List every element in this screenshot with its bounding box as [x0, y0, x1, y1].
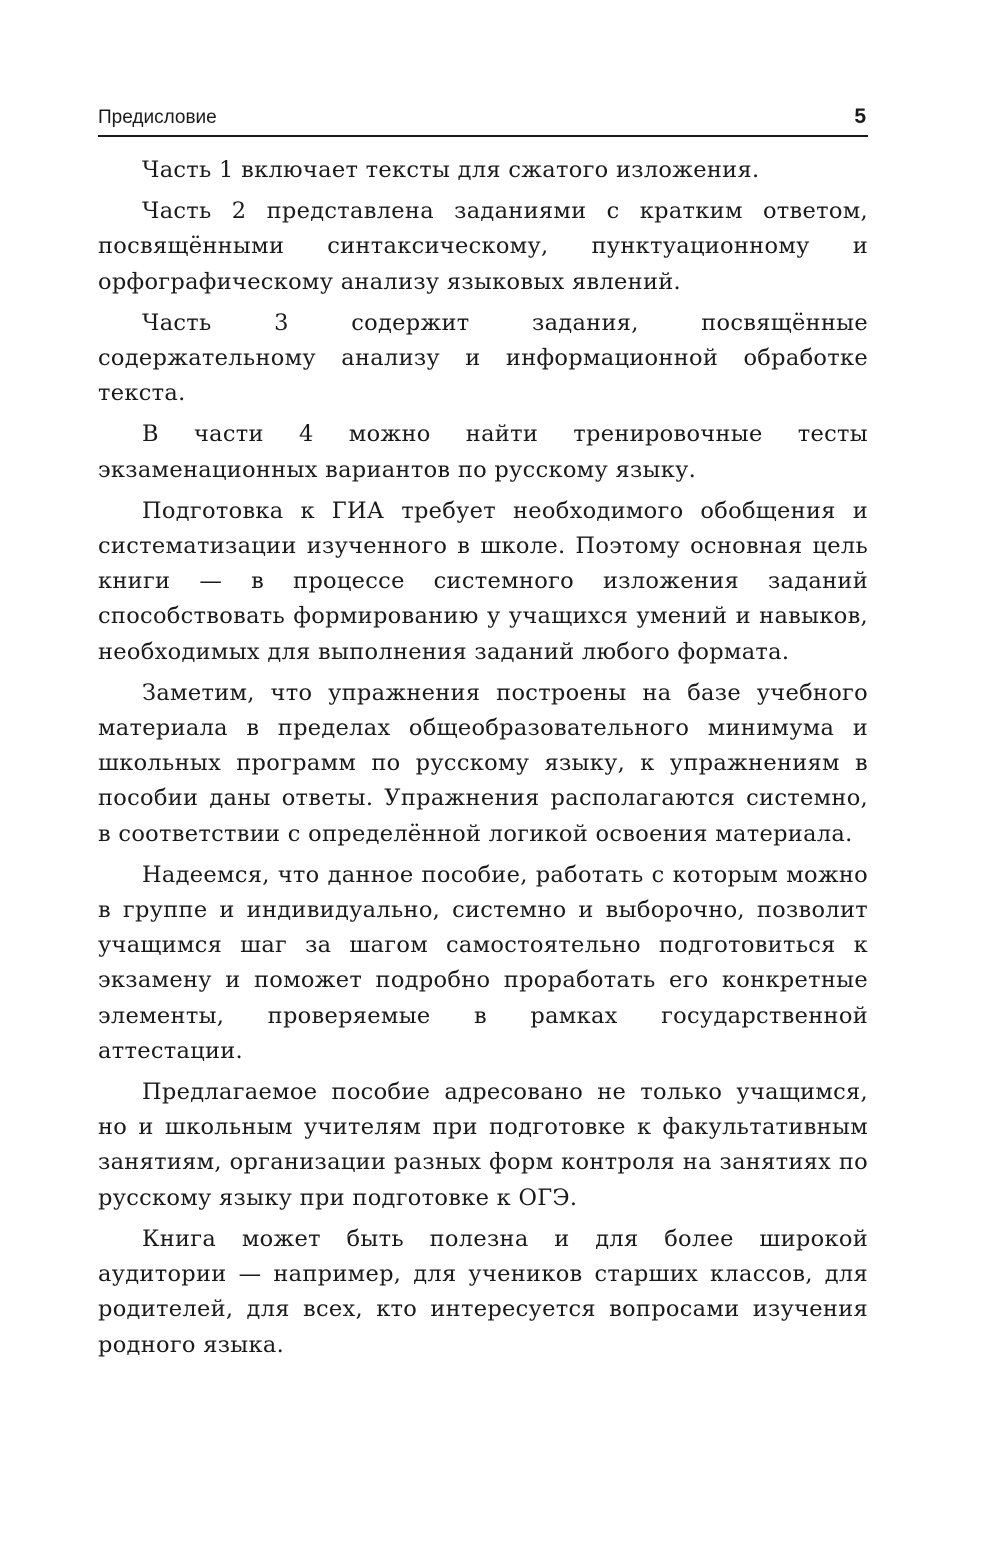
paragraph-part-1: Часть 1 включает тексты для сжатого изложения. [142, 157, 760, 183]
paragraph-preparation: Подготовка к ГИА требует необходимого обобщения и систематизации изученного в школе. Поэтому основная цель книги — в процессе системного изложения заданий способствовать формированию у учащихся умений и навыков, необходимых для выполнения заданий любого формата. [98, 497, 868, 665]
running-head [98, 105, 868, 137]
body-text [98, 153, 868, 1369]
paragraph-part-4: В части 4 можно найти тренировочные тесты экзаменационных вариантов по русскому языку. [98, 421, 868, 483]
page-number: 5 [854, 105, 866, 128]
paragraph-part-3: Часть 3 содержит задания, посвящённые содержательному анализу и информационной обработке текста. [98, 309, 868, 407]
section-title: Предисловие [98, 107, 217, 128]
paragraph-part-2: Часть 2 представлена заданиями с кратким ответом, посвящёнными синтаксическому, пунктуационному и орфографическому анализу языковых явлений. [98, 198, 868, 295]
paragraph-hope: Надеемся, что данное пособие, работать с которым можно в группе и индивидуально, системно и выборочно, позволит учащимся шаг за шагом самостоятельно подготовиться к экзамену и поможет подробно проработать его конкретные элементы, проверяемые в рамках государственной аттестации. [98, 861, 868, 1064]
paragraph-audience: Книга может быть полезна и для более широкой аудитории — например, для учеников старших классов, для родителей, для всех, кто интересуется вопросами изучения родного языка. [98, 1225, 868, 1358]
paragraph-teachers: Предлагаемое пособие адресовано не только учащимся, но и школьным учителям при подготовке к факультативным занятиям, организации разных форм контроля на занятиях по русскому языку при подготовке к ОГЭ. [98, 1079, 868, 1211]
paragraph-exercises: Заметим, что упражнения построены на базе учебного материала в пределах общеобразовательного минимума и школьных программ по русскому языку, к упражнениям в пособии даны ответы. Упражнения располагаются системно, в соответствии с определённой логикой освоения материала. [98, 679, 868, 847]
